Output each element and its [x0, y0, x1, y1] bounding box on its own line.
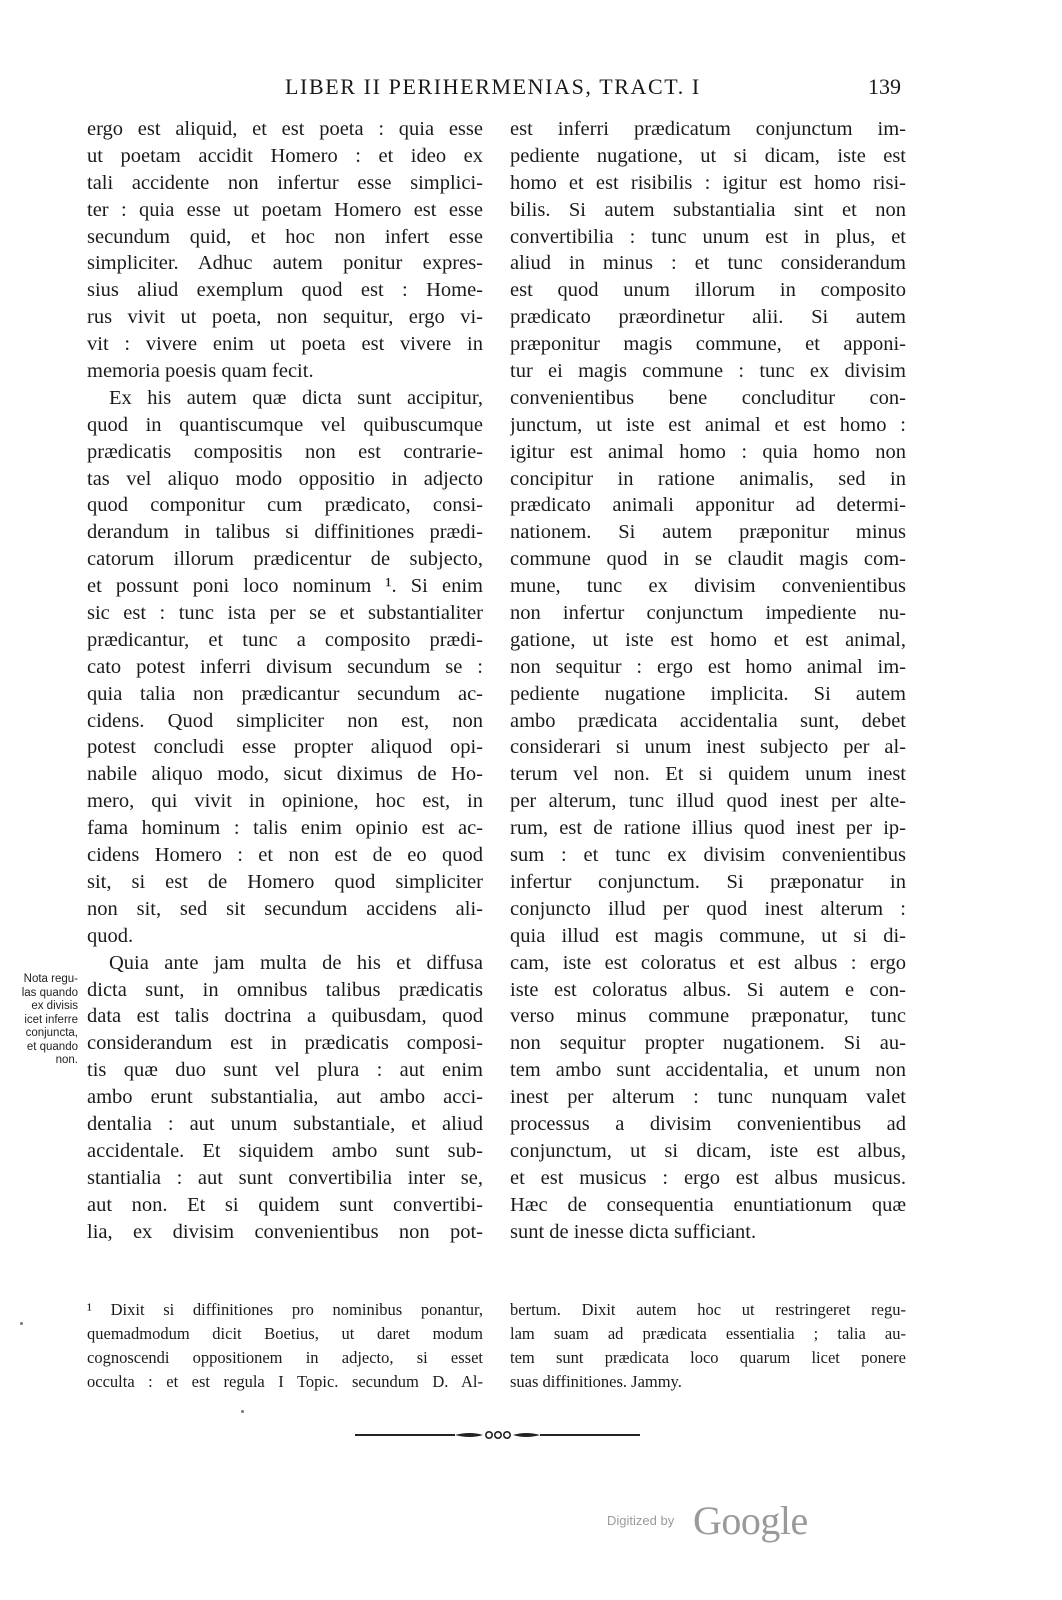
text-line: considerandum est in prædicatis composi-	[87, 1032, 483, 1055]
text-line: tis quæ duo sunt vel plura : aut enim	[87, 1059, 483, 1082]
text-line: lam suam ad prædicata essentialia ; talia au-	[510, 1324, 906, 1343]
footnote-right	[510, 1298, 906, 1394]
text-line: quod.	[87, 924, 134, 947]
text-line: per alterum, tunc illud quod inest per alte-	[510, 790, 906, 813]
left-text-column	[87, 116, 483, 1245]
text-line: considerari si unum inest subjecto per al-	[510, 736, 906, 759]
paper-speck	[20, 1322, 23, 1325]
text-line: iste est coloratus albus. Si autem e con-	[510, 978, 906, 1001]
text-line: cidens. Quod simpliciter non est, non	[87, 709, 483, 732]
text-line: est quod unum illorum in composito	[510, 279, 906, 302]
end-ornament	[355, 1428, 640, 1442]
page-number: 139	[868, 74, 901, 99]
text-line: simpliciter. Adhuc autem ponitur expres-	[87, 252, 483, 275]
text-line: ut poetam accidit Homero : et ideo ex	[87, 144, 483, 167]
text-line: stantialia : aut sunt convertibilia inter se,	[87, 1166, 483, 1189]
text-line: est inferri prædicatum conjunctum im-	[510, 118, 906, 140]
text-line: processus a divisim convenientibus ad	[510, 1112, 906, 1135]
text-line: quod in quantiscumque vel quibuscumque	[87, 413, 483, 436]
text-line: pediente nugatione implicita. Si autem	[510, 682, 906, 705]
text-line: Quia ante jam multa de his et diffusa	[109, 951, 483, 974]
text-line: tur ei magis commune : tunc ex divisim	[510, 360, 906, 383]
text-line: pediente nugatione, ut si dicam, iste est	[510, 144, 906, 167]
text-line: non infertur conjunctum impediente nu-	[510, 602, 906, 625]
text-line: sum : et tunc ex divisim convenientibus	[510, 844, 906, 867]
text-line: rum, est de ratione illius quod inest per ip-	[510, 817, 906, 840]
text-line: quod componitur cum prædicato, consi-	[87, 494, 483, 517]
text-line: ergo est aliquid, et est poeta : quia esse	[87, 118, 483, 140]
text-line: et possunt poni loco nominum ¹. Si enim	[87, 575, 483, 598]
margin-note	[2, 973, 78, 1068]
text-line: aliud in minus : et tunc considerandum	[510, 252, 906, 275]
running-title: LIBER II PERIHERMENIAS, TRACT. I	[285, 74, 701, 99]
text-line: occulta : et est regula I Topic. secundum D. Al-	[87, 1372, 483, 1391]
text-line: cidens Homero : et non est de eo quod	[87, 844, 483, 867]
text-line: secundum quid, et hoc non infert esse	[87, 225, 483, 248]
text-line: gatione, ut iste est homo et est animal,	[510, 628, 906, 651]
text-line: accidentale. Et siquidem ambo sunt sub-	[87, 1139, 483, 1162]
margin-note-line: non.	[55, 1054, 78, 1066]
margin-note-line: las quando	[21, 986, 78, 999]
text-line: bertum. Dixit autem hoc ut restringeret regu-	[510, 1300, 906, 1319]
text-line: terum vel non. Et si quidem unum inest	[510, 763, 906, 786]
text-line: quemadmodum dicit Boetius, ut daret modum	[87, 1324, 483, 1343]
text-line: lia, ex divisim convenientibus non pot-	[87, 1220, 483, 1243]
paper-speck	[241, 1410, 244, 1413]
text-line: aut non. Et si quidem sunt convertibi-	[87, 1193, 483, 1216]
text-line: conjunctum, ut si dicam, iste est albus,	[510, 1139, 906, 1162]
right-text-column	[510, 116, 906, 1245]
text-line: conjuncto illud per quod inest alterum :	[510, 897, 906, 920]
text-line: catorum illorum prædicentur de subjecto,	[87, 548, 483, 571]
text-line: data est talis doctrina a quibusdam, quod	[87, 1005, 483, 1028]
text-line: ter : quia esse ut poetam Homero est esse	[87, 198, 483, 221]
text-line: nationem. Si autem præponitur minus	[510, 521, 906, 544]
text-line: et est musicus : ergo est albus musicus.	[510, 1166, 906, 1189]
text-line: rus vivit ut poeta, non sequitur, ergo vi-	[87, 306, 483, 329]
text-line: dentalia : aut unum substantiale, et aliud	[87, 1112, 483, 1135]
text-line: derandum in talibus si diffinitiones prædi-	[87, 521, 483, 544]
text-line: ambo prædicata accidentalia sunt, debet	[510, 709, 906, 732]
text-line: ¹ Dixit si diffinitiones pro nominibus ponantur,	[87, 1300, 483, 1319]
text-line: bilis. Si autem substantialia sint et non	[510, 198, 906, 221]
digitized-watermark	[607, 1497, 827, 1541]
footnote-left	[87, 1298, 483, 1394]
text-line: suas diffinitiones. Jammy.	[510, 1372, 682, 1391]
text-line: tem ambo sunt accidentalia, et unum non	[510, 1059, 906, 1082]
watermark-prefix: Digitized by	[607, 1513, 675, 1528]
text-line: sic est : tunc ista per se et substantialiter	[87, 602, 483, 625]
text-line: non sit, sed sit secundum accidens ali-	[87, 897, 483, 920]
text-line: potest concludi esse propter aliquod opi-	[87, 736, 483, 759]
text-line: nabile aliquo modo, sicut diximus de Ho-	[87, 763, 483, 786]
text-line: prædicato animali apponitur ad determi-	[510, 494, 906, 517]
margin-note-line: icet inferre	[24, 1013, 78, 1026]
text-line: cam, iste est coloratus et est albus : ergo	[510, 951, 906, 974]
text-line: sunt de inesse dicta sufficiant.	[510, 1220, 757, 1243]
text-line: prædicato præordinetur alii. Si autem	[510, 306, 906, 329]
text-line: commune quod in se claudit magis com-	[510, 548, 906, 571]
margin-note-line: ex divisis	[31, 1000, 78, 1012]
text-line: inest per alterum : tunc nunquam valet	[510, 1086, 906, 1109]
text-line: concipitur in ratione animalis, sed in	[510, 467, 906, 490]
text-line: Ex his autem quæ dicta sunt accipitur,	[109, 386, 483, 409]
text-line: tas vel aliquo modo oppositio in adjecto	[87, 467, 483, 490]
text-line: quia illud est magis commune, ut si di-	[510, 924, 906, 947]
margin-note-line: et quando	[26, 1040, 78, 1053]
text-line: junctum, ut iste est animal et est homo :	[510, 413, 906, 436]
text-line: verso minus commune præponatur, tunc	[510, 1005, 906, 1028]
margin-note-line: Nota regu-	[23, 973, 78, 985]
text-line: ambo erunt substantialia, aut ambo acci-	[87, 1086, 483, 1109]
watermark-brand: Google	[693, 1498, 808, 1543]
text-line: quia talia non prædicantur secundum ac-	[87, 682, 483, 705]
text-line: cognoscendi oppositionem in adjecto, si esset	[87, 1348, 483, 1367]
text-line: prædicantur, et tunc a composito prædi-	[87, 628, 483, 651]
text-line: prædicatis compositis non est contrarie-	[87, 440, 483, 463]
page-header	[0, 74, 1062, 106]
text-line: præponitur magis commune, et apponi-	[510, 333, 906, 356]
text-line: memoria poesis quam fecit.	[87, 360, 314, 383]
text-line: homo et est risibilis : igitur est homo risi-	[510, 171, 906, 194]
text-line: sit, si est de Homero quod simpliciter	[87, 870, 483, 893]
text-line: non sequitur propter nugationem. Si au-	[510, 1032, 906, 1055]
text-line: mune, tunc ex divisim convenientibus	[510, 575, 906, 598]
text-line: non sequitur : ergo est homo animal im-	[510, 655, 906, 678]
text-line: fama hominum : talis enim opinio est ac-	[87, 817, 483, 840]
text-line: tali accidente non infertur esse simplici-	[87, 171, 483, 194]
text-line: vit : vivere enim ut poeta est vivere in	[87, 333, 483, 356]
text-line: convertibilia : tunc unum est in plus, et	[510, 225, 906, 248]
text-line: convenientibus bene concluditur con-	[510, 386, 906, 409]
text-line: dicta sunt, in omnibus talibus prædicatis	[87, 978, 483, 1001]
text-line: tem sunt prædicata loco quarum licet ponere	[510, 1348, 906, 1367]
margin-note-line: conjuncta,	[25, 1027, 78, 1039]
text-line: igitur est animal homo : quia homo non	[510, 440, 906, 463]
text-line: cato potest inferri divisum secundum se :	[87, 655, 483, 678]
text-line: mero, qui vivit in opinione, hoc est, in	[87, 790, 483, 813]
text-line: infertur conjunctum. Si præponatur in	[510, 870, 906, 893]
text-line: Hæc de consequentia enuntiationum quæ	[510, 1193, 906, 1216]
text-line: sius aliud exemplum quod est : Home-	[87, 279, 483, 302]
